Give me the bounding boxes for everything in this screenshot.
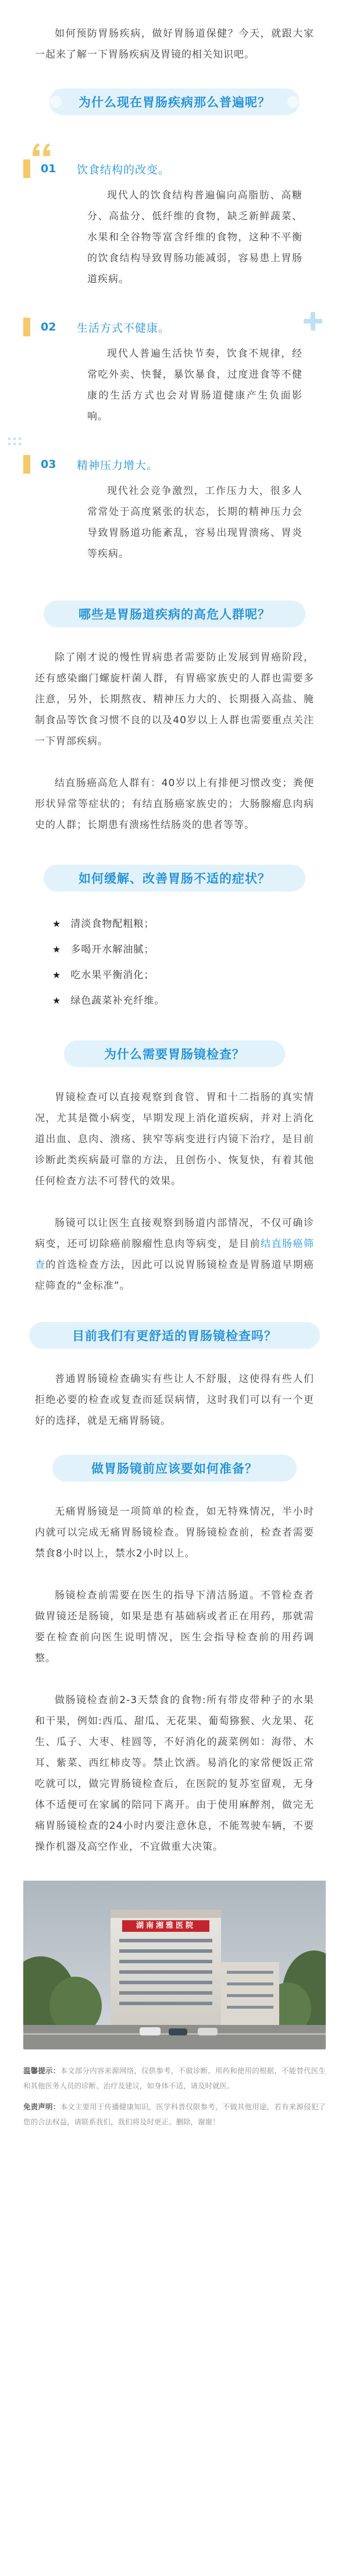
list-item [52,988,297,1014]
item-number: 02 [41,321,56,333]
disclaimer-label: 免责声明： [23,2102,60,2111]
section-header-comfort [0,1322,349,1351]
intro-paragraph: 如何预防胃肠疾病，做好胃肠道保健？今天，就跟大家一起来了解一下胃肠疾病及胃镜的相关知识吧。 [35,28,314,61]
number-badge [23,318,66,336]
number-badge [23,159,66,178]
reason-item-3 [23,453,326,564]
section-title: 如何缓解、改善胃肠不适的症状？ [79,872,270,886]
intro-section [0,0,349,65]
item-title: 生活方式不健康。 [77,321,170,335]
list-item-text: 清淡食物配粗粮； [70,918,155,930]
why-check-paragraph-2 [35,1213,314,1296]
relief-list [0,911,349,1014]
section-pill [44,601,305,627]
list-item-text: 吃水果平衡消化； [70,969,155,981]
warm-tip [0,2063,349,2094]
list-item [52,937,297,962]
star-icon: ★ [52,944,62,955]
hospital-sign-text: 湖南湘雅医院 [136,1921,195,1930]
why-check-body [0,1087,349,1296]
prepare-body [0,1501,349,1857]
list-item [52,911,297,937]
section-pill [29,1322,320,1349]
list-item-text: 绿色蔬菜补充纤维。 [70,995,165,1007]
quote-mark-icon [30,141,54,158]
pill-cap-icon [284,93,302,111]
screening-link[interactable]: 结直肠癌筛查 [35,1238,315,1271]
section-title: 为什么现在胃肠疾病那么普遍呢？ [79,95,270,109]
high-risk-paragraph-2: 结直肠癌高危人群有：40岁以上有排便习惯改变；粪便形状异常等症状的；有结直肠癌家族史的；大肠腺瘤息肉病史的人群；长期患有溃疡性结肠炎的患者等等。 [35,777,314,831]
section-pill [52,1455,297,1481]
number-badge [23,455,66,474]
why-check-paragraph-1: 胃镜检查可以直接观察到食管、胃和十二指肠的真实情况，尤其是微小病变，早期发现上消化道疾病，并对上消化道出血、息肉、溃疡、狭窄等病变进行内镜下治疗，是目前诊断此类疾病最可靠的方法，且创伤小、恢复快，有着其他任何检查方法不可替代的效果。 [35,1092,314,1187]
reason-item-1 [23,157,326,290]
section-title: 目前我们有更舒适的胃肠镜检查吗？ [72,1329,277,1343]
dots-deco-icon [6,435,23,453]
warm-tip-label: 温馨提示： [23,2066,60,2075]
paragraph-text: 肠镜可以让医生直接观察到肠道内部情况，不仅可确诊病变，还可切除癌前腺瘤性息肉等病变，是目前 [35,1217,314,1250]
section-title: 哪些是胃肠道疾病的高危人群呢？ [79,607,270,621]
reason-item-2 [23,315,326,427]
hospital-photo [23,1881,326,2049]
item-number: 01 [41,162,56,175]
section-pill [64,1040,285,1067]
section-title: 为什么需要胃肠镜检查？ [104,1047,245,1061]
item-title: 饮食结构的改变。 [77,163,170,176]
star-icon: ★ [52,995,62,1006]
pill-cap-icon [47,93,65,111]
star-icon: ★ [52,918,62,929]
disclaimer-text: 本文主要用于传播健康知识，医学科普仅限参考，不做其他用途，若有来源侵犯了您的合法权益，请联系我们，我们将及时更正、删除，谢谢！ [23,2102,326,2126]
section-header-relief [0,865,349,894]
section-pill [44,865,305,891]
item-body: 现代人的饮食结构普遍偏向高脂肪、高糖分、高盐分、低纤维的食物，缺乏新鲜蔬菜、水果和全谷物等富含纤维的食物，这种不平衡的饮食结构导致胃肠功能减弱，容易患上胃肠道疾病。 [87,190,302,285]
warm-tip-text: 本文部分内容来源网络，仅供参考，不做诊断、用药和使用的根据，不能替代医生和其他医务人员的诊断、治疗及建议，如身体不适，请及时就医。 [23,2066,326,2090]
disclaimer [0,2099,349,2130]
section-header-why-check [0,1040,349,1070]
section-pill [49,88,300,115]
high-risk-body [0,647,349,836]
prepare-paragraph-2: 肠镜检查前需要在医生的指导下清洁肠道。不管检查者做胃镜还是肠镜，如果是患有基础病或者正在用药，那就需要在检查前向医生说明情况，医生会指导检查前的用药调整。 [35,1590,314,1664]
plus-deco-icon [301,310,325,333]
list-item [52,962,297,988]
item-number: 03 [41,458,56,471]
item-title: 精神压力增大。 [77,459,159,472]
list-item-text: 多喝开水解油腻； [70,944,155,955]
star-icon: ★ [52,969,62,980]
section-header-high-risk [0,601,349,630]
section-title: 做胃肠镜前应该要如何准备？ [91,1462,258,1476]
item-body: 现代人普遍生活快节奏，饮食不规律，经常吃外卖、快餐，暴饮暴食，过度进食等不健康的生活方式也会对胃肠道健康产生负面影响。 [87,348,302,422]
section-header-why-common [0,88,349,118]
prepare-paragraph-3: 做肠镜检查前2-3天禁食的食物:所有带皮带种子的水果和干果，例如:西瓜、甜瓜、无花果、葡萄猕猴、火龙果、花生、瓜子、大枣、桂圆等，不好消化的蔬菜例如：海带、木耳、紫菜、西红柿皮等。禁止饮酒。易消化的家常便饭正常吃就可以，做完胃肠镜检查后，在医院的复苏室留观，无身体不适便可在家属的陪同下离开。由于使用麻醉剂，做完无痛胃肠镜检查的24小时内要注意休息，不能驾驶车辆，不要操作机器及高空作业，不宜做重大决策。 [35,1694,314,1853]
section-header-prepare [0,1455,349,1484]
item-body: 现代社会竞争激烈，工作压力大，很多人常常处于高度紧张的状态，长期的精神压力会导致胃肠道功能紊乱，容易出现胃溃疡、胃炎等疾病。 [87,485,302,560]
prepare-paragraph-1: 无痛胃肠镜是一项简单的检查，如无特殊情况，半小时内就可以完成无痛胃肠镜检查。胃肠镜检查前，检查者需要禁食8小时以上，禁水2小时以上。 [35,1506,314,1559]
comfort-body [0,1369,349,1431]
comfort-paragraph: 普通胃肠镜检查确实有些让人不舒服，这使得有些人们拒绝必要的检查或复查而延误病情，这时我们可以有一个更好的选择，就是无痛胃肠镜。 [35,1373,314,1427]
high-risk-paragraph-1: 除了刚才说的慢性胃病患者需要防止发展到胃癌阶段，还有感染幽门螺旋杆菌人群，有胃癌家族史的人群也需要多注意，另外，长期熬夜、精神压力大的、长期摄入高盐、腌制食品等饮食习惯不良的以及40岁以上人群也需要重点关注一下胃部疾病。 [35,652,314,747]
hospital-building-image [23,1881,326,2049]
paragraph-text-tail: 的首选检查方法，因此可以说胃肠镜检查是胃肠道早期癌症筛查的“金标准”。 [35,1259,315,1292]
